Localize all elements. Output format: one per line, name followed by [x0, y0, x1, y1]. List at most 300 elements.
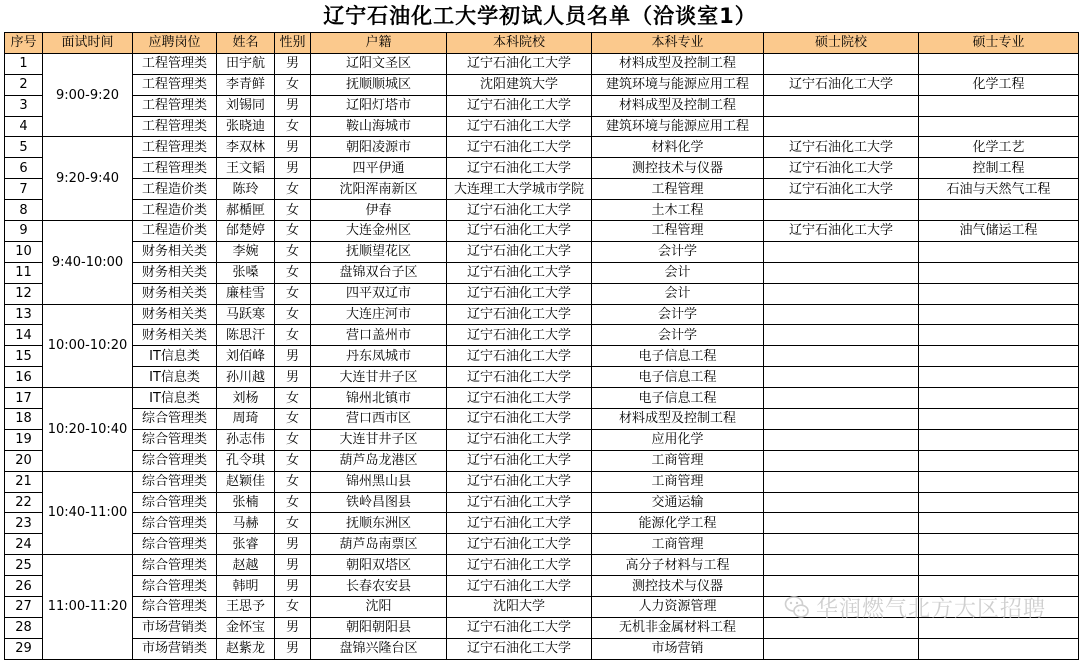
cell-seq: 5 — [5, 137, 43, 158]
cell-gender: 男 — [275, 367, 311, 388]
table-header-row — [5, 33, 1079, 54]
cell-interview-time: 9:00-9:20 — [43, 53, 133, 137]
cell-seq: 6 — [5, 158, 43, 179]
cell-name: 刘杨 — [217, 388, 275, 409]
cell-undergrad-school: 沈阳建筑大学 — [447, 74, 592, 95]
cell-master-major — [919, 53, 1079, 74]
cell-master-major — [919, 429, 1079, 450]
cell-master-major — [919, 367, 1079, 388]
cell-undergrad-school: 辽宁石油化工大学 — [447, 450, 592, 471]
cell-master-school — [764, 534, 919, 555]
cell-hometown: 长春农安县 — [311, 576, 447, 597]
cell-undergrad-major: 高分子材料与工程 — [592, 555, 764, 576]
table-row — [5, 325, 1079, 346]
cell-hometown: 辽阳文圣区 — [311, 53, 447, 74]
cell-master-major — [919, 492, 1079, 513]
cell-undergrad-school: 辽宁石油化工大学 — [447, 388, 592, 409]
table-row — [5, 179, 1079, 200]
cell-master-school — [764, 638, 919, 659]
cell-undergrad-major: 土木工程 — [592, 200, 764, 221]
cell-undergrad-school: 辽宁石油化工大学 — [447, 200, 592, 221]
cell-undergrad-major: 材料成型及控制工程 — [592, 95, 764, 116]
cell-undergrad-major: 材料成型及控制工程 — [592, 53, 764, 74]
cell-master-major — [919, 262, 1079, 283]
cell-seq: 25 — [5, 555, 43, 576]
table-row — [5, 429, 1079, 450]
cell-gender: 女 — [275, 179, 311, 200]
cell-undergrad-school: 辽宁石油化工大学 — [447, 325, 592, 346]
column-header: 性别 — [275, 33, 311, 54]
cell-master-school — [764, 492, 919, 513]
cell-hometown: 四平双辽市 — [311, 283, 447, 304]
cell-name: 张嗓 — [217, 262, 275, 283]
cell-master-major — [919, 95, 1079, 116]
cell-interview-time: 10:40-11:00 — [43, 471, 133, 555]
cell-seq: 28 — [5, 617, 43, 638]
cell-seq: 2 — [5, 74, 43, 95]
cell-undergrad-major: 市场营销 — [592, 638, 764, 659]
cell-undergrad-major: 人力资源管理 — [592, 597, 764, 618]
cell-name: 张楠 — [217, 492, 275, 513]
cell-undergrad-school: 辽宁石油化工大学 — [447, 53, 592, 74]
table-row — [5, 74, 1079, 95]
table-row — [5, 53, 1079, 74]
cell-gender: 男 — [275, 638, 311, 659]
cell-master-school — [764, 513, 919, 534]
cell-master-major: 控制工程 — [919, 158, 1079, 179]
table-row — [5, 513, 1079, 534]
cell-master-major — [919, 409, 1079, 430]
cell-master-major — [919, 555, 1079, 576]
cell-master-major — [919, 116, 1079, 137]
cell-master-major — [919, 450, 1079, 471]
cell-gender: 女 — [275, 409, 311, 430]
cell-master-school: 辽宁石油化工大学 — [764, 74, 919, 95]
cell-seq: 9 — [5, 221, 43, 242]
column-header: 序号 — [5, 33, 43, 54]
cell-name: 李双林 — [217, 137, 275, 158]
cell-position: 工程造价类 — [133, 200, 217, 221]
cell-name: 孙志伟 — [217, 429, 275, 450]
cell-gender: 女 — [275, 200, 311, 221]
cell-undergrad-major: 电子信息工程 — [592, 388, 764, 409]
cell-position: 综合管理类 — [133, 555, 217, 576]
cell-undergrad-school: 辽宁石油化工大学 — [447, 617, 592, 638]
cell-position: 财务相关类 — [133, 304, 217, 325]
wechat-icon — [784, 594, 810, 620]
table-row — [5, 241, 1079, 262]
cell-undergrad-school: 辽宁石油化工大学 — [447, 346, 592, 367]
cell-hometown: 四平伊通 — [311, 158, 447, 179]
cell-master-school — [764, 367, 919, 388]
cell-position: IT信息类 — [133, 367, 217, 388]
cell-gender: 男 — [275, 53, 311, 74]
cell-undergrad-major: 测控技术与仪器 — [592, 576, 764, 597]
table-row — [5, 200, 1079, 221]
cell-undergrad-school: 辽宁石油化工大学 — [447, 471, 592, 492]
cell-hometown: 抚顺东洲区 — [311, 513, 447, 534]
cell-undergrad-major: 测控技术与仪器 — [592, 158, 764, 179]
cell-position: 工程管理类 — [133, 95, 217, 116]
cell-undergrad-major: 会计 — [592, 283, 764, 304]
cell-master-school — [764, 304, 919, 325]
cell-name: 赵颖佳 — [217, 471, 275, 492]
cell-position: 财务相关类 — [133, 283, 217, 304]
cell-undergrad-school: 辽宁石油化工大学 — [447, 555, 592, 576]
cell-seq: 4 — [5, 116, 43, 137]
candidate-table — [4, 32, 1079, 660]
cell-position: 综合管理类 — [133, 409, 217, 430]
cell-undergrad-school: 辽宁石油化工大学 — [447, 576, 592, 597]
cell-master-major — [919, 346, 1079, 367]
watermark-text: 华润燃气北方大区招聘 — [815, 596, 1046, 622]
cell-undergrad-school: 辽宁石油化工大学 — [447, 367, 592, 388]
cell-undergrad-major: 会计学 — [592, 325, 764, 346]
cell-gender: 女 — [275, 471, 311, 492]
cell-master-school: 辽宁石油化工大学 — [764, 137, 919, 158]
cell-name: 刘佰峰 — [217, 346, 275, 367]
cell-undergrad-school: 辽宁石油化工大学 — [447, 513, 592, 534]
cell-name: 刘锡同 — [217, 95, 275, 116]
cell-master-school — [764, 116, 919, 137]
cell-hometown: 葫芦岛南票区 — [311, 534, 447, 555]
column-header: 面试时间 — [43, 33, 133, 54]
cell-seq: 23 — [5, 513, 43, 534]
cell-master-major: 化学工程 — [919, 74, 1079, 95]
cell-undergrad-major: 工程管理 — [592, 179, 764, 200]
cell-undergrad-major: 交通运输 — [592, 492, 764, 513]
cell-master-school — [764, 262, 919, 283]
cell-gender: 男 — [275, 137, 311, 158]
cell-gender: 女 — [275, 597, 311, 618]
cell-seq: 29 — [5, 638, 43, 659]
cell-master-major — [919, 241, 1079, 262]
cell-undergrad-major: 材料成型及控制工程 — [592, 409, 764, 430]
table-row — [5, 555, 1079, 576]
cell-seq: 7 — [5, 179, 43, 200]
cell-interview-time: 10:00-10:20 — [43, 304, 133, 388]
cell-undergrad-school: 大连理工大学城市学院 — [447, 179, 592, 200]
cell-undergrad-major: 工商管理 — [592, 450, 764, 471]
cell-master-school — [764, 409, 919, 430]
cell-hometown: 抚顺望花区 — [311, 241, 447, 262]
cell-master-major — [919, 283, 1079, 304]
cell-master-major — [919, 388, 1079, 409]
cell-master-school: 辽宁石油化工大学 — [764, 221, 919, 242]
cell-position: 工程管理类 — [133, 53, 217, 74]
cell-position: 财务相关类 — [133, 262, 217, 283]
cell-position: 综合管理类 — [133, 576, 217, 597]
cell-master-school — [764, 53, 919, 74]
cell-gender: 女 — [275, 450, 311, 471]
cell-name: 王文韬 — [217, 158, 275, 179]
cell-seq: 8 — [5, 200, 43, 221]
cell-master-major — [919, 513, 1079, 534]
cell-name: 张睿 — [217, 534, 275, 555]
cell-gender: 男 — [275, 617, 311, 638]
cell-hometown: 大连庄河市 — [311, 304, 447, 325]
cell-position: 工程管理类 — [133, 158, 217, 179]
cell-hometown: 沈阳 — [311, 597, 447, 618]
cell-master-school: 辽宁石油化工大学 — [764, 179, 919, 200]
cell-seq: 14 — [5, 325, 43, 346]
cell-name: 邰楚婷 — [217, 221, 275, 242]
cell-undergrad-school: 辽宁石油化工大学 — [447, 241, 592, 262]
cell-seq: 20 — [5, 450, 43, 471]
cell-master-school — [764, 388, 919, 409]
cell-undergrad-major: 工程管理 — [592, 221, 764, 242]
cell-name: 陈思汗 — [217, 325, 275, 346]
cell-undergrad-school: 辽宁石油化工大学 — [447, 137, 592, 158]
cell-master-school — [764, 555, 919, 576]
cell-gender: 男 — [275, 555, 311, 576]
cell-gender: 女 — [275, 513, 311, 534]
cell-seq: 17 — [5, 388, 43, 409]
cell-position: 工程造价类 — [133, 221, 217, 242]
cell-master-school — [764, 450, 919, 471]
cell-master-school — [764, 283, 919, 304]
cell-gender: 男 — [275, 576, 311, 597]
cell-gender: 男 — [275, 95, 311, 116]
cell-interview-time: 10:20-10:40 — [43, 388, 133, 472]
cell-seq: 26 — [5, 576, 43, 597]
cell-undergrad-major: 会计学 — [592, 241, 764, 262]
cell-gender: 女 — [275, 492, 311, 513]
cell-name: 赵紫龙 — [217, 638, 275, 659]
cell-undergrad-school: 辽宁石油化工大学 — [447, 283, 592, 304]
cell-position: 综合管理类 — [133, 534, 217, 555]
cell-hometown: 铁岭昌图县 — [311, 492, 447, 513]
cell-master-major — [919, 471, 1079, 492]
cell-hometown: 大连金州区 — [311, 221, 447, 242]
cell-interview-time: 9:40-10:00 — [43, 221, 133, 305]
cell-position: 工程管理类 — [133, 74, 217, 95]
cell-name: 张晓迪 — [217, 116, 275, 137]
table-row — [5, 116, 1079, 137]
cell-hometown: 朝阳凌源市 — [311, 137, 447, 158]
cell-interview-time: 11:00-11:20 — [43, 555, 133, 659]
table-row — [5, 388, 1079, 409]
cell-undergrad-school: 辽宁石油化工大学 — [447, 409, 592, 430]
cell-gender: 女 — [275, 429, 311, 450]
cell-hometown: 大连甘井子区 — [311, 429, 447, 450]
table-row — [5, 409, 1079, 430]
table-row — [5, 346, 1079, 367]
cell-name: 郝楯匣 — [217, 200, 275, 221]
cell-hometown: 丹东凤城市 — [311, 346, 447, 367]
cell-hometown: 营口西市区 — [311, 409, 447, 430]
cell-seq: 21 — [5, 471, 43, 492]
cell-master-major: 化学工艺 — [919, 137, 1079, 158]
cell-name: 马跃寒 — [217, 304, 275, 325]
cell-position: 市场营销类 — [133, 638, 217, 659]
cell-name: 田宇航 — [217, 53, 275, 74]
cell-hometown: 伊春 — [311, 200, 447, 221]
cell-hometown: 鞍山海城市 — [311, 116, 447, 137]
cell-position: 综合管理类 — [133, 471, 217, 492]
cell-undergrad-school: 辽宁石油化工大学 — [447, 221, 592, 242]
cell-undergrad-school: 辽宁石油化工大学 — [447, 492, 592, 513]
cell-master-school — [764, 95, 919, 116]
cell-master-major — [919, 304, 1079, 325]
cell-name: 孔令琪 — [217, 450, 275, 471]
cell-gender: 女 — [275, 241, 311, 262]
cell-seq: 12 — [5, 283, 43, 304]
cell-hometown: 朝阳双塔区 — [311, 555, 447, 576]
cell-hometown: 营口盖州市 — [311, 325, 447, 346]
cell-master-school — [764, 346, 919, 367]
cell-name: 周琦 — [217, 409, 275, 430]
cell-position: IT信息类 — [133, 388, 217, 409]
cell-position: 综合管理类 — [133, 492, 217, 513]
cell-hometown: 锦州黑山县 — [311, 471, 447, 492]
cell-hometown: 锦州北镇市 — [311, 388, 447, 409]
cell-undergrad-major: 电子信息工程 — [592, 367, 764, 388]
cell-hometown: 盘锦双台子区 — [311, 262, 447, 283]
cell-position: 综合管理类 — [133, 513, 217, 534]
cell-master-school — [764, 471, 919, 492]
column-header: 硕士院校 — [764, 33, 919, 54]
cell-undergrad-major: 应用化学 — [592, 429, 764, 450]
cell-undergrad-school: 辽宁石油化工大学 — [447, 429, 592, 450]
cell-name: 李青鲜 — [217, 74, 275, 95]
cell-gender: 女 — [275, 116, 311, 137]
cell-undergrad-major: 材料化学 — [592, 137, 764, 158]
cell-hometown: 朝阳朝阳县 — [311, 617, 447, 638]
cell-position: 工程管理类 — [133, 116, 217, 137]
cell-position: 工程管理类 — [133, 137, 217, 158]
table-row — [5, 221, 1079, 242]
cell-position: 工程造价类 — [133, 179, 217, 200]
cell-gender: 女 — [275, 388, 311, 409]
cell-seq: 10 — [5, 241, 43, 262]
cell-interview-time: 9:20-9:40 — [43, 137, 133, 221]
cell-master-major — [919, 200, 1079, 221]
table-body — [5, 53, 1079, 659]
cell-position: 财务相关类 — [133, 241, 217, 262]
cell-undergrad-major: 工商管理 — [592, 471, 764, 492]
cell-master-major: 油气储运工程 — [919, 221, 1079, 242]
cell-name: 韩明 — [217, 576, 275, 597]
cell-position: 市场营销类 — [133, 617, 217, 638]
cell-undergrad-major: 能源化学工程 — [592, 513, 764, 534]
cell-seq: 24 — [5, 534, 43, 555]
cell-undergrad-major: 会计 — [592, 262, 764, 283]
cell-position: 综合管理类 — [133, 429, 217, 450]
cell-name: 陈玲 — [217, 179, 275, 200]
cell-undergrad-school: 沈阳大学 — [447, 597, 592, 618]
cell-seq: 18 — [5, 409, 43, 430]
watermark — [784, 593, 1046, 621]
cell-hometown: 葫芦岛龙港区 — [311, 450, 447, 471]
cell-seq: 13 — [5, 304, 43, 325]
cell-hometown: 辽阳灯塔市 — [311, 95, 447, 116]
cell-master-major — [919, 638, 1079, 659]
cell-undergrad-school: 辽宁石油化工大学 — [447, 262, 592, 283]
cell-seq: 1 — [5, 53, 43, 74]
cell-undergrad-school: 辽宁石油化工大学 — [447, 534, 592, 555]
cell-position: IT信息类 — [133, 346, 217, 367]
cell-hometown: 抚顺顺城区 — [311, 74, 447, 95]
cell-gender: 女 — [275, 325, 311, 346]
cell-gender: 女 — [275, 304, 311, 325]
cell-gender: 女 — [275, 283, 311, 304]
table-row — [5, 304, 1079, 325]
cell-undergrad-major: 建筑环境与能源应用工程 — [592, 74, 764, 95]
column-header: 硕士专业 — [919, 33, 1079, 54]
cell-seq: 27 — [5, 597, 43, 618]
cell-undergrad-major: 会计学 — [592, 304, 764, 325]
cell-undergrad-major: 工商管理 — [592, 534, 764, 555]
cell-seq: 11 — [5, 262, 43, 283]
table-row — [5, 95, 1079, 116]
cell-hometown: 大连甘井子区 — [311, 367, 447, 388]
table-row — [5, 283, 1079, 304]
cell-name: 孙川越 — [217, 367, 275, 388]
cell-gender: 男 — [275, 346, 311, 367]
cell-master-school — [764, 325, 919, 346]
cell-gender: 男 — [275, 158, 311, 179]
table-row — [5, 367, 1079, 388]
cell-master-school — [764, 200, 919, 221]
table-row — [5, 137, 1079, 158]
table-row — [5, 492, 1079, 513]
cell-gender: 男 — [275, 534, 311, 555]
column-header: 姓名 — [217, 33, 275, 54]
cell-undergrad-major: 电子信息工程 — [592, 346, 764, 367]
column-header: 本科院校 — [447, 33, 592, 54]
cell-undergrad-major: 无机非金属材料工程 — [592, 617, 764, 638]
cell-undergrad-school: 辽宁石油化工大学 — [447, 116, 592, 137]
cell-master-school — [764, 241, 919, 262]
cell-seq: 22 — [5, 492, 43, 513]
cell-position: 综合管理类 — [133, 450, 217, 471]
cell-name: 廉桂雪 — [217, 283, 275, 304]
cell-gender: 女 — [275, 262, 311, 283]
column-header: 本科专业 — [592, 33, 764, 54]
cell-hometown: 盘锦兴隆台区 — [311, 638, 447, 659]
cell-position: 综合管理类 — [133, 597, 217, 618]
cell-hometown: 沈阳浑南新区 — [311, 179, 447, 200]
page-title: 辽宁石油化工大学初试人员名单（洽谈室1） — [323, 4, 757, 28]
table-row — [5, 638, 1079, 659]
cell-seq: 19 — [5, 429, 43, 450]
column-header: 户籍 — [311, 33, 447, 54]
cell-undergrad-school: 辽宁石油化工大学 — [447, 638, 592, 659]
table-row — [5, 450, 1079, 471]
cell-master-major — [919, 325, 1079, 346]
cell-master-major: 石油与天然气工程 — [919, 179, 1079, 200]
cell-master-major — [919, 534, 1079, 555]
cell-position: 财务相关类 — [133, 325, 217, 346]
table-row — [5, 534, 1079, 555]
table-row — [5, 471, 1079, 492]
cell-gender: 女 — [275, 221, 311, 242]
column-header: 应聘岗位 — [133, 33, 217, 54]
cell-name: 赵越 — [217, 555, 275, 576]
cell-undergrad-school: 辽宁石油化工大学 — [447, 95, 592, 116]
cell-master-school: 辽宁石油化工大学 — [764, 158, 919, 179]
cell-seq: 16 — [5, 367, 43, 388]
table-row — [5, 262, 1079, 283]
cell-gender: 女 — [275, 74, 311, 95]
cell-seq: 3 — [5, 95, 43, 116]
cell-name: 金怀宝 — [217, 617, 275, 638]
cell-undergrad-school: 辽宁石油化工大学 — [447, 304, 592, 325]
cell-seq: 15 — [5, 346, 43, 367]
cell-undergrad-major: 建筑环境与能源应用工程 — [592, 116, 764, 137]
cell-name: 王思予 — [217, 597, 275, 618]
